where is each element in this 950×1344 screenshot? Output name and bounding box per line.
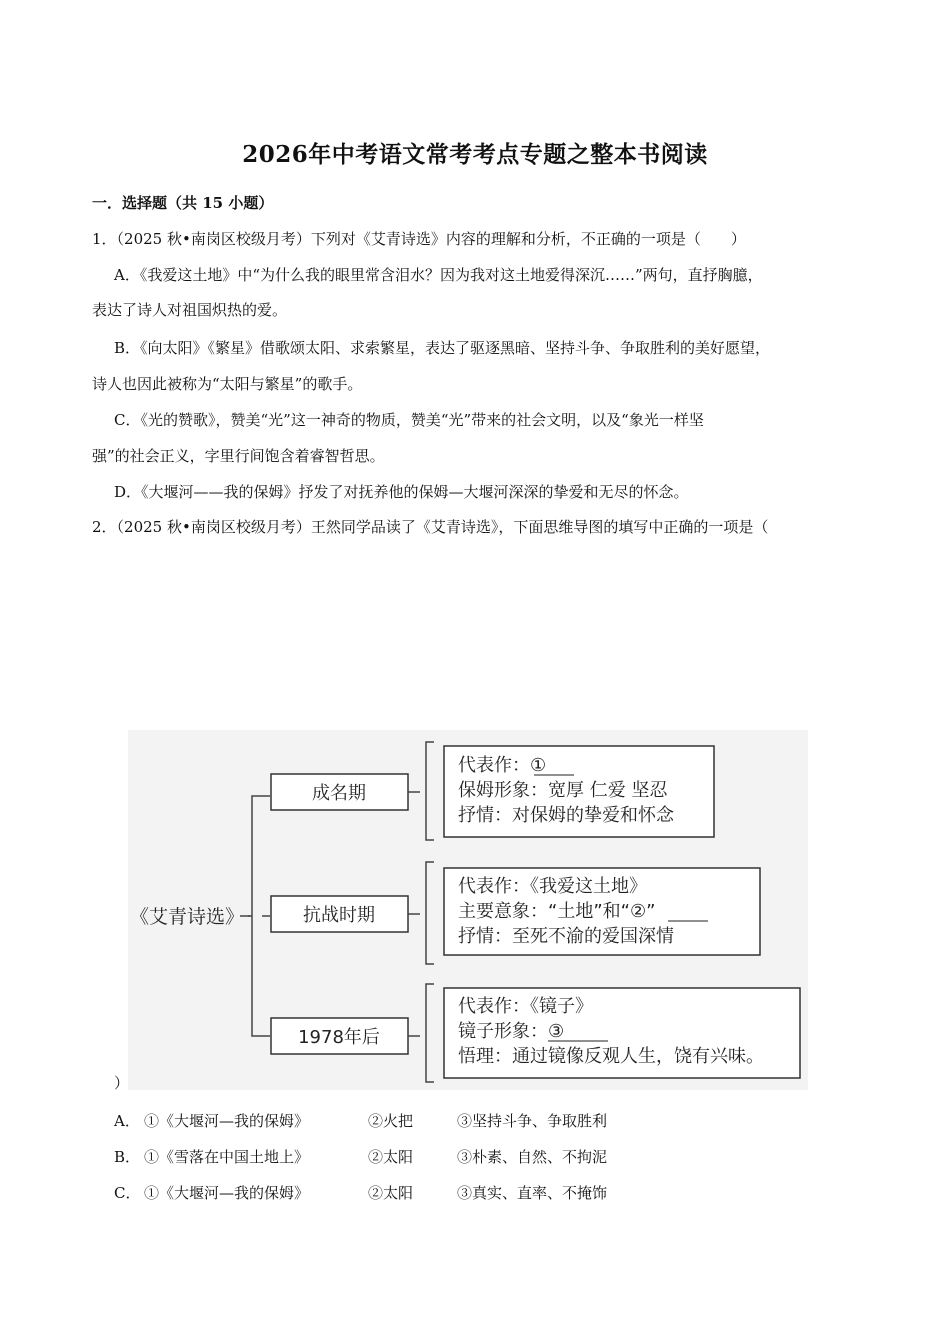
box1-line3: 抒情：对保姆的挚爱和怀念 xyxy=(458,805,674,826)
branch-1-label: 成名期 xyxy=(312,783,366,804)
question-1-option-d: D．《大堰河——我的保姆》抒发了对抚养他的保姆—大堰河深深的挚爱和无尽的怀念。 xyxy=(114,483,689,501)
branch-2-label: 抗战时期 xyxy=(303,905,375,926)
section-heading: 一．选择题（共 15 小题） xyxy=(92,194,274,212)
box2-line2: 主要意象：“土地”和“②” xyxy=(458,901,656,922)
question-1-option-b: B．《向太阳》《繁星》借歌颂太阳、求索繁星，表达了驱逐黑暗、坚持斗争、争取胜利的美好愿望， xyxy=(114,339,771,357)
option-item-3: ③真实、直率、不掩饰 xyxy=(457,1184,608,1202)
box3-line3: 悟理：通过镜像反观人生，饶有兴味。 xyxy=(458,1046,764,1067)
option-item-1: ①《大堰河—我的保姆》 xyxy=(144,1112,310,1130)
question-1-option-a: A．《我爱这土地》中“为什么我的眼里常含泪水？因为我对这土地爱得深沉……”两句，直抒胸臆， xyxy=(114,266,763,284)
question-1-option-c: C．《光的赞歌》，赞美“光”这一神奇的物质，赞美“光”带来的社会文明，以及“象光一样坚 xyxy=(114,411,704,429)
question-1-option-a-cont: 表达了诗人对祖国炽热的爱。 xyxy=(92,301,288,319)
question-1-option-b-cont: 诗人也因此被称为“太阳与繁星”的歌手。 xyxy=(92,375,363,393)
page-title: 2026年中考语文常考考点专题之整本书阅读 xyxy=(242,141,708,168)
box2-line1: 代表作：《我爱这土地》 xyxy=(458,876,647,897)
option-item-2: ②太阳 xyxy=(368,1148,414,1166)
box3-line2: 镜子形象：③ xyxy=(458,1021,565,1042)
question-2-stem-end: ） xyxy=(114,1074,130,1092)
box1-line2: 保姆形象：宽厚 仁爱 坚忍 xyxy=(458,780,668,801)
question-2-stem: 2．（2025 秋•南岗区校级月考）王然同学品读了《艾青诗选》，下面思维导图的填写中正确的一项是（ xyxy=(92,518,769,536)
branch-3-label: 1978年后 xyxy=(298,1027,380,1048)
question-1-option-c-cont: 强”的社会正义，字里行间饱含着睿智哲思。 xyxy=(92,447,385,465)
option-label: C． xyxy=(114,1184,141,1202)
option-item-1: ①《大堰河—我的保姆》 xyxy=(144,1184,310,1202)
option-item-3: ③坚持斗争、争取胜利 xyxy=(457,1112,608,1130)
box2-line3: 抒情：至死不渝的爱国深情 xyxy=(458,926,674,947)
box1-line1: 代表作：① xyxy=(458,755,547,776)
option-item-1: ①《雪落在中国土地上》 xyxy=(144,1148,310,1166)
question-1-stem: 1．（2025 秋•南岗区校级月考）下列对《艾青诗选》内容的理解和分析，不正确的一项是（ ） xyxy=(92,230,746,248)
option-label: A． xyxy=(114,1112,140,1130)
box3-line1: 代表作：《镜子》 xyxy=(458,996,593,1017)
mind-map-svg xyxy=(128,730,808,1090)
mind-map-diagram xyxy=(128,730,808,1090)
option-item-2: ②太阳 xyxy=(368,1184,414,1202)
mind-map-root: 《艾青诗选》 xyxy=(130,906,245,928)
option-label: B． xyxy=(114,1148,141,1166)
option-item-2: ②火把 xyxy=(368,1112,414,1130)
option-item-3: ③朴素、自然、不拘泥 xyxy=(457,1148,608,1166)
